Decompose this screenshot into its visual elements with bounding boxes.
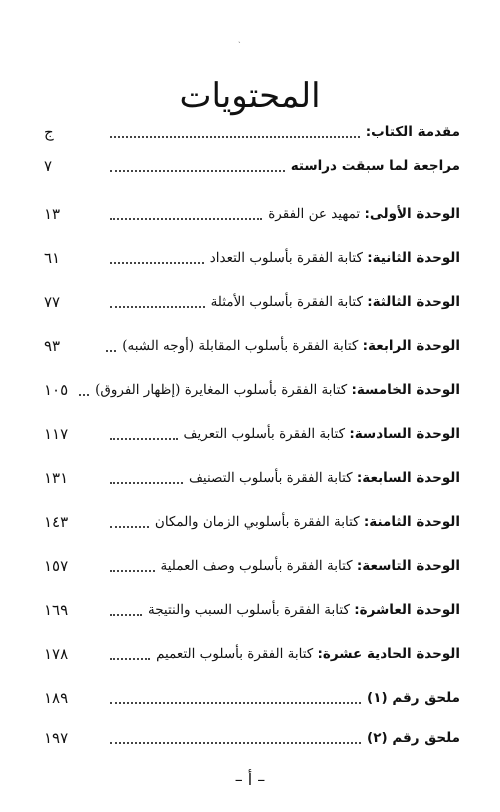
toc-page-number: ١٤٣ [44,513,69,531]
toc-page-number: ج [44,123,54,141]
dot-leader [110,741,361,744]
print-speck: ˎ [238,34,241,43]
toc-entry-title: تمهيد عن الفقرة [268,206,365,222]
toc-entry-lead: الوحدة التاسعة: [356,558,460,574]
dot-leader [110,217,262,220]
toc-entry-lead: الوحدة الرابعة: [362,338,460,354]
toc-entry-lead: الوحدة الأولى: [364,206,460,222]
toc-entry-lead: مقدمة الكتاب: [365,124,460,140]
dot-leader [110,525,149,528]
toc-entry [44,548,460,576]
toc-entry-lead: الوحدة العاشرة: [354,602,460,618]
dot-leader [106,349,116,352]
toc-page-number: ٧ [44,157,53,175]
toc-page-number: ١٨٩ [44,689,69,707]
dot-leader [110,481,183,484]
toc-entry-label [95,380,460,400]
toc-entry-label [161,556,461,576]
page-title: المحتويات [179,76,321,116]
toc-entry [44,592,460,620]
toc-entry [44,416,460,444]
toc-entry-lead: الوحدة الحادية عشرة: [317,646,460,662]
toc-entry-title: كتابة الفقرة بأسلوب التعميم [156,646,318,662]
toc-entry-label [367,728,460,748]
toc-entry-label [268,204,460,224]
toc-page-number: ١٥٧ [44,557,69,575]
toc-entry-lead: الوحدة الثالثة: [367,294,460,310]
toc-entry [44,196,460,224]
toc-entry-lead: مراجعة لما سبقت دراسته [290,158,460,174]
dot-leader [110,437,178,440]
toc-entry-label [184,424,460,444]
toc-entry-label [122,336,460,356]
toc-entry [44,284,460,312]
dot-leader [110,305,205,308]
toc-entry-label [367,688,460,708]
toc-entry-title: كتابة الفقرة بأسلوبي الزمان والمكان [154,514,364,530]
toc-page-number: ١٣ [44,205,61,223]
toc-entry [44,240,460,268]
toc-entry-title: كتابة الفقرة بأسلوب التصنيف [188,470,357,486]
toc-entry-title: كتابة الفقرة بأسلوب السبب والنتيجة [147,602,355,618]
toc-entry-title: كتابة الفقرة بأسلوب المقابلة (أوجه الشبه) [122,338,363,354]
toc-entry [44,460,460,488]
toc-entry [44,680,460,708]
dot-leader [110,657,150,660]
toc-entry [44,636,460,664]
toc-entry-lead: الوحدة الثامنة: [363,514,460,530]
toc-entry-title: كتابة الفقرة بأسلوب التعريف [183,426,350,442]
toc-entry-label [210,248,460,268]
page-folio: – أ – [234,770,266,789]
dot-leader [110,261,204,264]
toc-page-number: ١٣١ [44,469,69,487]
toc-entry-title: كتابة الفقرة بأسلوب الأمثلة [210,294,368,310]
toc-entry-label [291,156,460,176]
toc-entry-label [189,468,460,488]
dot-leader [110,613,142,616]
toc-page-number: ٩٣ [44,337,61,355]
toc-entry-label [148,600,460,620]
toc-entry-label [366,122,460,142]
toc-page-number: ٧٧ [44,293,61,311]
dot-leader [110,169,285,172]
toc-page-number: ١٧٨ [44,645,69,663]
toc-page-number: ١٦٩ [44,601,69,619]
toc-entry-title: كتابة الفقرة بأسلوب التعداد [209,250,368,266]
toc-entry-lead: الوحدة السابعة: [356,470,460,486]
dot-leader [110,135,360,138]
toc-entry [44,372,460,400]
toc-entry-lead: الوحدة الثانية: [367,250,460,266]
dot-leader [79,393,89,396]
toc-entry-lead: الوحدة السادسة: [349,426,460,442]
toc-page-number: ١٠٥ [44,381,69,399]
toc-entry [44,114,460,142]
toc-entry [44,328,460,356]
toc-page-number: ٦١ [44,249,61,267]
toc-entry-lead: ملحق رقم (٢) [367,730,460,746]
toc-entry-label [211,292,460,312]
toc-page-number: ١١٧ [44,425,69,443]
toc-entry-label [156,644,460,664]
toc-entry-title: كتابة الفقرة بأسلوب المغايرة (إظهار الفروق) [95,382,352,398]
toc-entry [44,720,460,748]
toc-entry-title: كتابة الفقرة بأسلوب وصف العملية [160,558,357,574]
toc-entry-lead: ملحق رقم (١) [367,690,460,706]
toc-entry-label [155,512,460,532]
toc-entry [44,504,460,532]
dot-leader [110,701,361,704]
toc-entry [44,148,460,176]
toc-page-number: ١٩٧ [44,729,69,747]
dot-leader [110,569,155,572]
toc-entry-lead: الوحدة الخامسة: [351,382,460,398]
